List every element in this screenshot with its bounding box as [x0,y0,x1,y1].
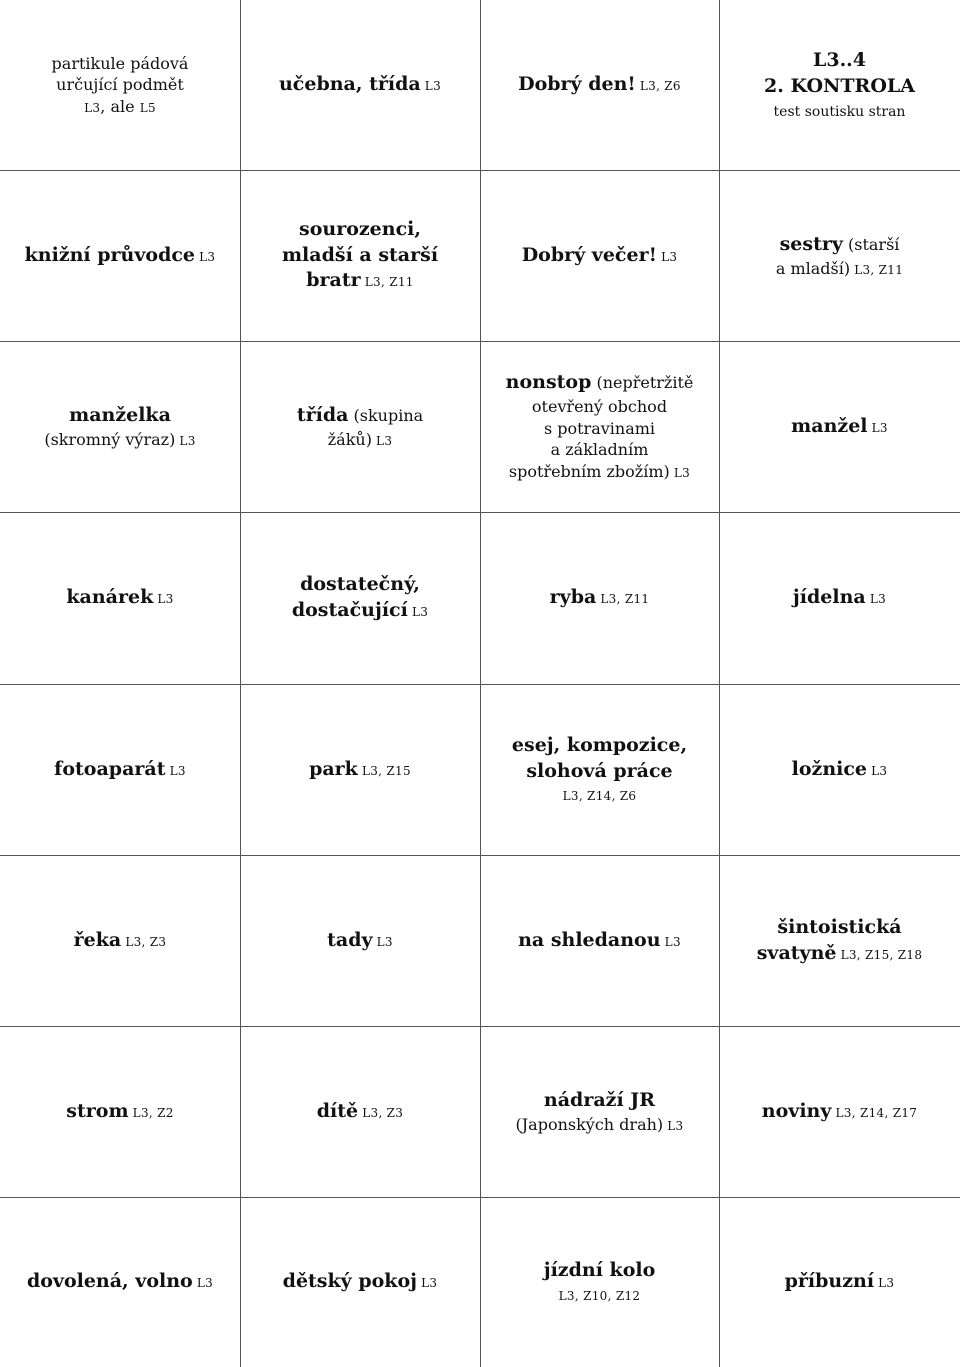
vocab-card [719,0,960,170]
card-note: , ale [100,96,140,116]
vocab-card [0,855,240,1026]
card-line [777,915,901,941]
card-note: spotřebním zbožím) [508,461,670,481]
card-line [56,74,184,96]
card-line [544,1088,655,1114]
vocab-card [240,1026,480,1197]
card-line [327,928,393,954]
lesson-reference: L3 [867,763,888,778]
card-term: na shledanou [518,928,661,951]
card-term: sestry [779,232,843,255]
lesson-reference: L3 [372,934,393,949]
vocab-card [240,0,480,170]
card-term: Dobrý den! [518,73,636,96]
card-term: sourozenci, [299,218,421,241]
vocab-card [719,855,960,1026]
card-line [559,1284,641,1306]
card-term: strom [66,1099,129,1122]
card-line [44,429,195,451]
lesson-reference: L3 [175,433,196,448]
card-term: ryba [549,586,597,609]
lesson-reference: L3 [417,1276,438,1291]
card-note: a základním [550,440,649,460]
vocab-card [240,684,480,855]
vocab-card [240,341,480,512]
card-line [550,585,650,611]
card-note: test soutisku stran [773,103,906,120]
card-line [52,53,189,75]
vocab-card [719,684,960,855]
card-term: dostatečný, [300,573,420,596]
card-line [793,585,886,611]
vocab-card [240,512,480,684]
card-term: ložnice [791,757,868,780]
lesson-reference: L3 [192,1276,214,1291]
card-term: tady [327,928,373,951]
vocab-card [0,1026,240,1197]
card-line [509,461,690,483]
card-note: s potravinami [543,418,656,438]
vocab-card [480,170,719,341]
lesson-reference: L3, Z6 [635,79,681,94]
lesson-reference: L3, Z14, Z17 [831,1105,918,1120]
card-term: nádraží JR [543,1088,656,1111]
vocab-card [480,855,719,1026]
vocab-card [480,512,719,684]
vocab-card [0,341,240,512]
vocab-card [480,1026,719,1197]
card-line [757,941,923,967]
lesson-reference: L3 [669,465,691,480]
card-line [522,243,678,269]
card-line [279,72,441,98]
card-term: noviny [761,1099,832,1122]
card-line [762,1099,917,1125]
card-line [532,396,667,418]
card-line [506,370,694,396]
card-note: (skupina [348,405,424,425]
card-line [317,1099,404,1125]
card-line [518,72,681,98]
card-term: manželka [69,403,171,426]
card-term: svatyně [756,941,837,964]
lesson-reference: L3 [371,433,393,448]
card-line [813,48,866,74]
card-term: Dobrý večer! [521,243,657,266]
card-note: partikule pádová [51,53,189,73]
vocab-card [0,0,240,170]
card-line [780,232,900,258]
card-term: kanárek [66,586,154,609]
card-term: jídelna [792,586,866,609]
card-note: (Japonských drah) [515,1114,664,1134]
card-line [69,403,171,429]
card-note: (skromný výraz) [44,429,176,449]
card-line [66,585,173,611]
card-line [297,403,423,429]
lesson-reference: L3, Z2 [128,1105,174,1120]
vocab-card [240,855,480,1026]
card-term: park [309,757,358,780]
card-term: učebna, třída [278,73,421,96]
vocab-card [480,1197,719,1367]
card-note: otevřený obchod [531,397,668,417]
vocab-card [240,170,480,341]
lesson-reference: L3, Z11 [850,262,904,277]
card-line [84,96,156,118]
card-line [516,1114,684,1136]
card-line [791,414,888,440]
card-line [764,74,915,100]
lesson-reference: L3, Z3 [121,934,167,949]
lesson-reference: L3 [874,1276,895,1291]
lesson-reference: L3 [867,420,888,435]
card-term: L3..4 [812,49,867,72]
lesson-reference: L3 [195,249,216,264]
card-line [54,757,186,783]
vocab-card [719,1026,960,1197]
lesson-reference: L3, Z15, Z18 [836,947,923,962]
card-line [774,100,906,122]
card-note: (nepřetržitě [591,373,694,393]
card-term: manžel [791,414,868,437]
card-term: knižní průvodce [24,243,196,266]
card-line [518,928,681,954]
card-line [306,268,413,294]
card-line [563,784,637,806]
lesson-reference: L3 [407,605,429,619]
card-line [74,928,167,954]
vocab-card [0,1197,240,1367]
card-line [299,217,421,243]
lesson-reference: L3 [865,592,887,607]
card-line [551,439,649,461]
lesson-reference: L3 [165,763,186,778]
vocab-card [719,341,960,512]
card-term: slohová práce [526,759,673,782]
card-line [292,598,428,624]
vocab-card [719,1197,960,1367]
card-line [792,757,888,783]
lesson-reference: L3, Z10, Z12 [558,1289,641,1304]
lesson-reference: L5 [139,100,156,115]
card-term: jízdní kolo [543,1259,656,1282]
card-term: třída [296,403,349,426]
lesson-reference: L3, Z3 [358,1105,404,1120]
card-term: esej, kompozice, [511,734,688,757]
card-line [544,418,655,440]
vocab-card [0,170,240,341]
card-line [282,243,438,269]
card-line [328,429,393,451]
lesson-reference: L3 [663,1118,684,1133]
card-term: dostačující [291,599,408,621]
lesson-reference: L3, Z11 [360,275,414,290]
vocab-card [0,684,240,855]
vocab-card [480,341,719,512]
vocab-card [480,0,719,170]
card-note: (starší [842,234,900,254]
vocab-card [0,512,240,684]
card-line [283,1269,438,1295]
card-line [25,243,216,269]
card-line [785,1269,895,1295]
vocab-card [719,512,960,684]
card-note: žáků) [327,429,372,449]
vocab-card [719,170,960,341]
card-note: určující podmět [56,75,184,95]
lesson-reference: L3 [153,592,174,607]
card-line [776,258,903,280]
card-line [66,1099,173,1125]
lesson-reference: L3, Z15 [357,763,411,778]
card-line [512,733,687,759]
card-term: řeka [73,928,122,951]
vocab-card [480,684,719,855]
card-note: a mladší) [775,258,851,278]
lesson-reference: L3, Z11 [596,592,650,607]
card-term: mladší a starší [281,243,439,266]
card-line [27,1269,213,1295]
card-term: dětský pokoj [282,1270,417,1293]
card-term: dovolená, volno [26,1270,193,1293]
card-line [300,572,420,598]
lesson-reference: L3, Z14, Z6 [562,789,637,804]
lesson-reference: L3 [420,79,442,94]
card-term: 2. KONTROLA [764,75,915,98]
card-term: bratr [306,269,361,292]
card-line [526,759,672,785]
card-line [309,757,411,783]
card-term: příbuzní [784,1270,875,1293]
card-term: šintoistická [777,915,902,938]
card-term: dítě [316,1099,359,1122]
lesson-reference: L3 [656,249,678,264]
card-term: nonstop [505,371,592,394]
card-line [544,1258,656,1284]
lesson-reference: L3 [84,100,101,115]
vocab-card [240,1197,480,1367]
lesson-reference: L3 [660,934,681,949]
card-term: fotoaparát [54,757,166,780]
